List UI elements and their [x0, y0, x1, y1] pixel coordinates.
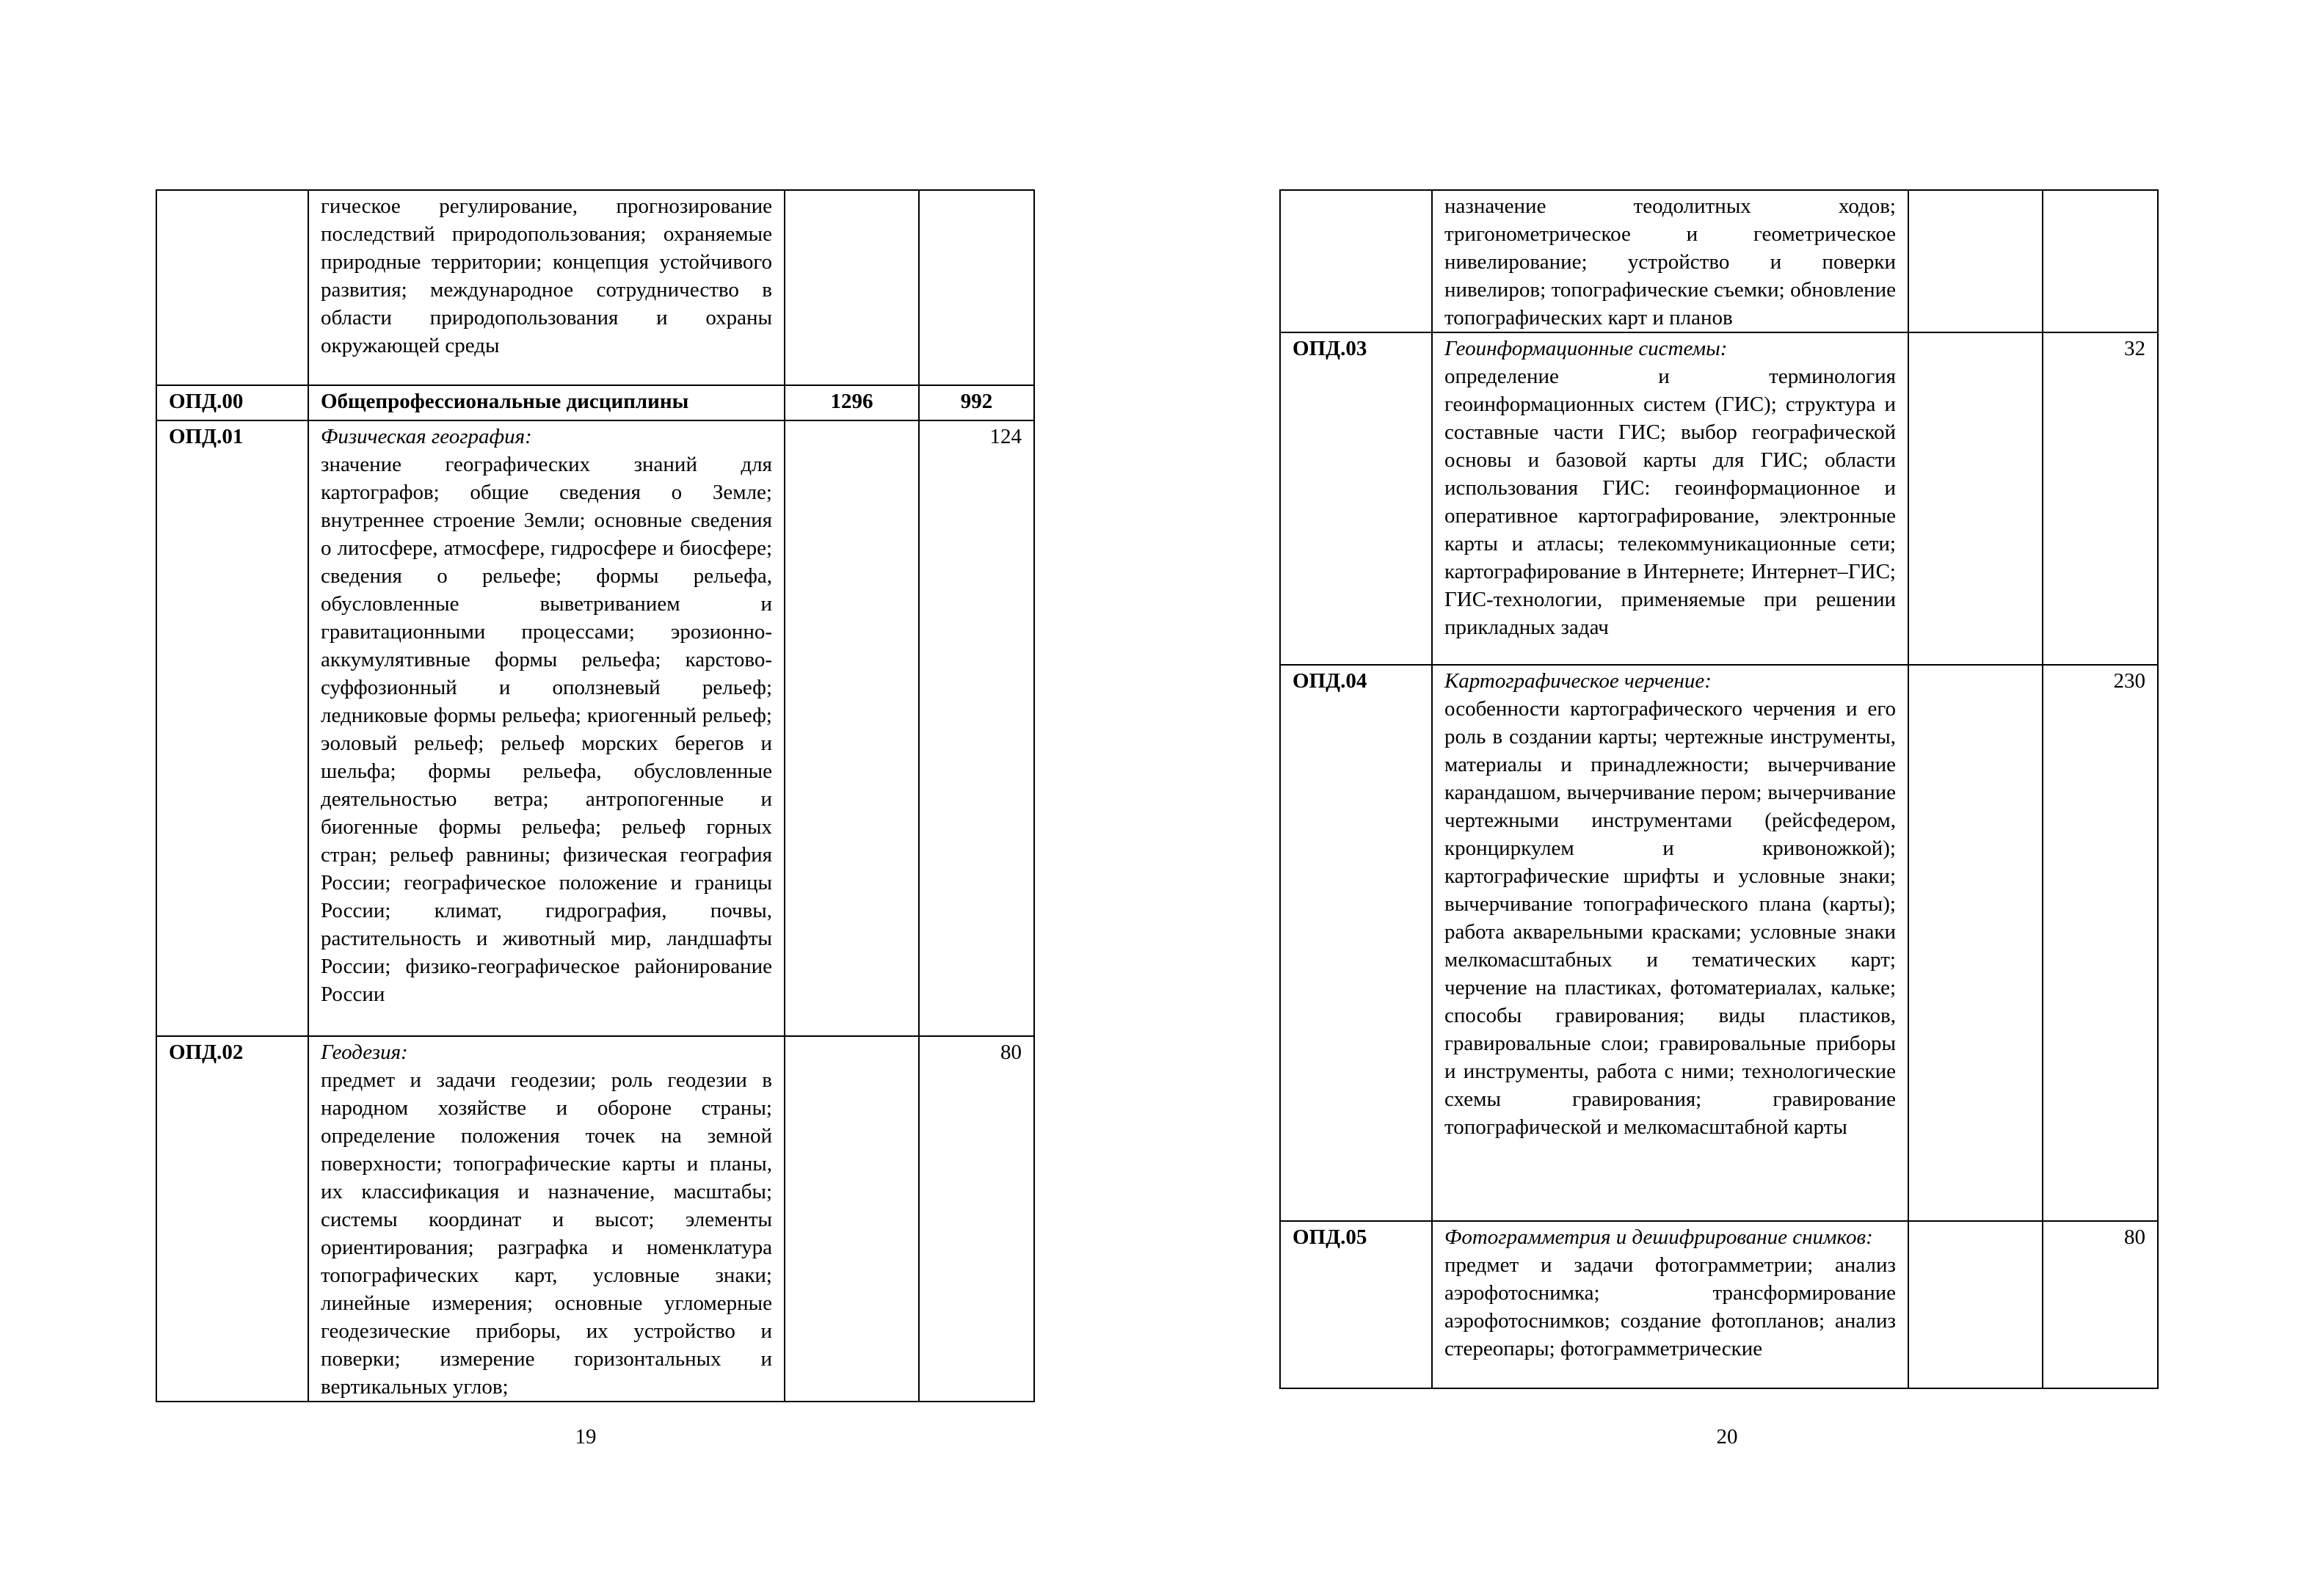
discipline-code [1280, 190, 1432, 332]
page-number: 19 [575, 1425, 597, 1449]
discipline-title: Геодезия: [321, 1041, 408, 1064]
discipline-content [1432, 665, 1908, 1221]
page-20 [1156, 0, 2312, 1596]
max-load-cell [1908, 190, 2043, 332]
page-number: 20 [1716, 1425, 1738, 1449]
required-hours-cell [919, 190, 1034, 385]
table-row [1280, 190, 2158, 332]
discipline-title: Физическая география: [321, 425, 532, 448]
required-hours-cell [2043, 190, 2158, 332]
max-load-cell [1908, 1221, 2043, 1388]
discipline-code: ОПД.00 [156, 385, 308, 420]
discipline-content [1432, 1221, 1908, 1388]
max-load-cell: 1296 [785, 385, 919, 420]
required-hours-cell: 80 [919, 1036, 1034, 1402]
discipline-content [1432, 190, 1908, 332]
discipline-code [156, 190, 308, 385]
discipline-content [308, 190, 785, 385]
curriculum-table [1279, 189, 2159, 1389]
discipline-title: Фотограмметрия и дешифрирование снимков: [1444, 1225, 1873, 1249]
table-row [156, 385, 1034, 420]
discipline-code: ОПД.04 [1280, 665, 1432, 1221]
discipline-description: предмет и задачи геодезии; роль геодезии в народном хозяйстве и обороне страны; определение положения точек на земной поверхности; топографические карты и планы, их классификация и назначение, масштабы; системы координат и высот; элементы ориентирования; разграфка и номенклатура топографических карт, условные знаки; линейные измерения; основные угломерные геодезические приборы, их устройство и поверки; измерение горизонтальных и вертикальных углов; [321, 1068, 772, 1399]
discipline-title: Картографическое черчение: [1444, 669, 1712, 693]
required-hours-cell: 124 [919, 420, 1034, 1036]
discipline-description: предмет и задачи фотограмметрии; анализ аэрофотоснимка; трансформирование аэрофотоснимков; создание фотопланов; анализ стереопары; фотограмметрические [1444, 1253, 1896, 1360]
table-row [156, 1036, 1034, 1402]
table-row [1280, 332, 2158, 665]
discipline-group-title: Общепрофессиональные дисциплины [308, 385, 785, 420]
max-load-cell [785, 1036, 919, 1402]
discipline-code: ОПД.01 [156, 420, 308, 1036]
table-row [1280, 1221, 2158, 1388]
discipline-description: определение и терминология геоинформационных систем (ГИС); структура и составные части ГИС; выбор географической основы и базовой карты для ГИС; области использования ГИС: геоинформационное и оперативное картографирование, электронные карты и атласы; телекоммуникационные сети; картографирование в Интернете; Интернет–ГИС; ГИС-технологии, применяемые при решении прикладных задач [1444, 365, 1896, 639]
table-row [156, 420, 1034, 1036]
max-load-cell [1908, 332, 2043, 665]
discipline-code: ОПД.05 [1280, 1221, 1432, 1388]
max-load-cell [785, 190, 919, 385]
discipline-content [308, 1036, 785, 1402]
required-hours-cell: 80 [2043, 1221, 2158, 1388]
discipline-description: значение географических знаний для картографов; общие сведения о Земле; внутреннее строение Земли; основные сведения о литосфере, атмосфере, гидросфере и биосфере; сведения о рельефе; формы рельефа, обусловленные выветриванием и гравитационными процессами; эрозионно-аккумулятивные формы рельефа; карстово-суффозионный и оползневый рельеф; ледниковые формы рельефа; криогенный рельеф; эоловый рельеф; рельеф морских берегов и шельфа; формы рельефа, обусловленные деятельностью ветра; антропогенные и биогенные формы рельефа; рельеф горных стран; рельеф равнины; физическая география России; географическое положение и границы России; климат, гидрография, почвы, растительность и животный мир, ландшафты России; физико-географическое районирование России [321, 453, 772, 1006]
discipline-content [308, 420, 785, 1036]
table-row [156, 190, 1034, 385]
table-row [1280, 665, 2158, 1221]
discipline-code: ОПД.02 [156, 1036, 308, 1402]
discipline-code: ОПД.03 [1280, 332, 1432, 665]
max-load-cell [1908, 665, 2043, 1221]
max-load-cell [785, 420, 919, 1036]
curriculum-table [156, 189, 1035, 1402]
discipline-description: гическое регулирование, прогнозирование последствий природопользования; охраняемые природные территории; концепция устойчивого развития; международное сотрудничество в области природопользования и охраны окружающей среды [321, 194, 772, 357]
required-hours-cell: 992 [919, 385, 1034, 420]
required-hours-cell: 230 [2043, 665, 2158, 1221]
discipline-title: Геоинформационные системы: [1444, 337, 1728, 360]
discipline-description: особенности картографического черчения и его роль в создании карты; чертежные инструменты, материалы и принадлежности; вычерчивание карандашом, вычерчивание пером; вычерчивание чертежными инструментами (рейсфедером, кронциркулем и кривоножкой); картографические шрифты и условные знаки; вычерчивание топографического плана (карты); работа акварельными красками; условные знаки мелкомасштабных и тематических карт; черчение на пластиках, фотоматериалах, кальке; способы гравирования; виды пластиков, гравировальные слои; гравировальные приборы и инструменты, работа с ними; технологические схемы гравирования; гравирование топографической и мелкомасштабной карты [1444, 697, 1896, 1139]
discipline-description: назначение теодолитных ходов; тригонометрическое и геометрическое нивелирование; устройство и поверки нивелиров; топографические съемки; обновление топографических карт и планов [1444, 194, 1896, 329]
discipline-content [1432, 332, 1908, 665]
required-hours-cell: 32 [2043, 332, 2158, 665]
